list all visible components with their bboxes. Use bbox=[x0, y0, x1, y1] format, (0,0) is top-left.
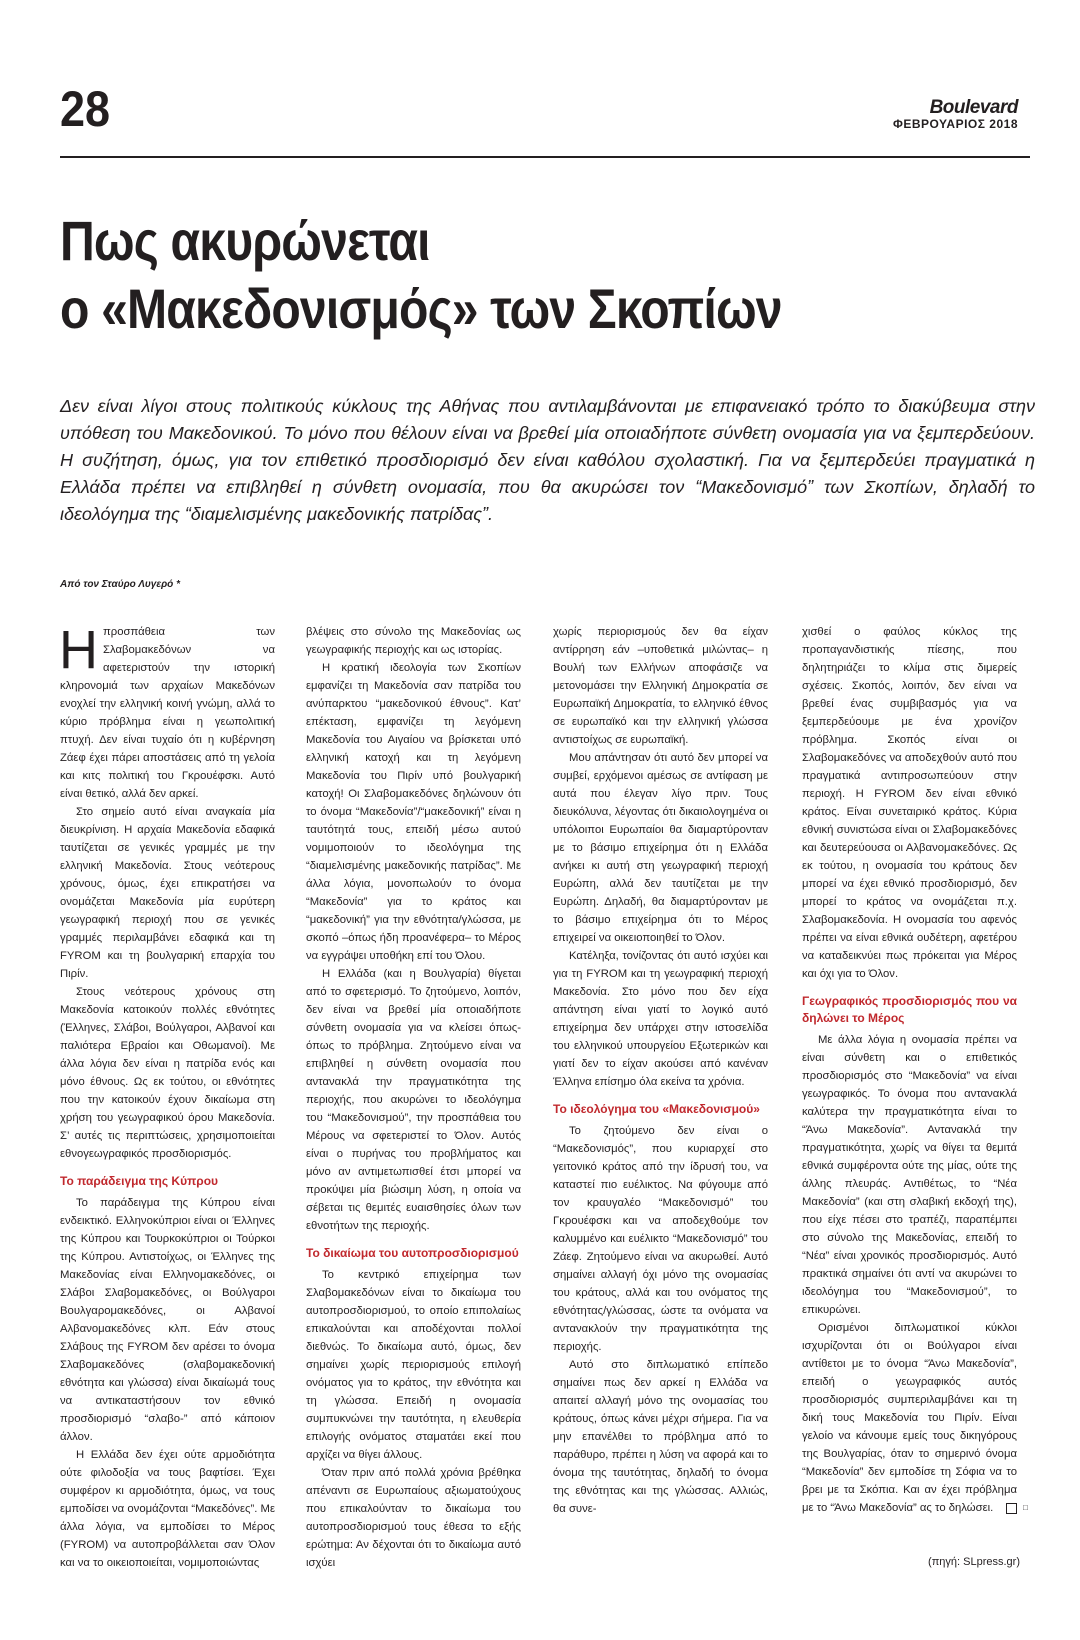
column-1 bbox=[59, 620, 275, 1572]
paragraph: Η Ελλάδα (και η Βουλγαρία) θίγεται από το σφετερισμό. Το ζητούμενο, λοιπόν, δεν είναι να βρεθεί μία οποιαδήποτε σύνθετη ονομασία για να κλείσει όπως-όπως το πρόβλημα. Ζητούμενο είναι να επιβληθεί η σύνθετη ονομασία που αντανακλά την πραγματικότητα της περιοχής, που ακυρώνει το ιδεολόγημα του “Μακεδονισμού”, την προσπάθεια του Μέρους να σφετεριστεί το Όλον. Αυτός είναι ο πυρήνας του προβλήματος και μόνο αν αντιμετωπισθεί έτσι μπορεί να προκύψει μία βιώσιμη λύση, η οποία να σέβεται τις θεμιτές ευαισθησίες όλων των εθνοτήτων της περιοχής. bbox=[306, 968, 521, 1232]
subheading: Γεωγραφικός προσδιορισμός που να δηλώνει το Μέρος bbox=[802, 994, 1017, 1025]
paragraph: Με άλλα λόγια η ονομασία πρέπει να είναι σύνθετη και ο επιθετικός προσδιορισμός στο “Μακεδονία” να είναι γεωγραφικός. Το όνομα που αντανακλά καλύτερα την πραγματικότητα είναι το “Άνω Μακεδονία”. Αντανακλά την πραγματικότητα, χωρίς να θίγει τα θεμιτά εθνικά συμφέροντα ούτε της μίας, ούτε της άλλης πλευράς. Αντιθέτως, το “Νέα Μακεδονία” (και στη σλαβική εκδοχή της), που είχε πέσει στο τραπέζι, παραπέμπει στο σύνολο της Μακεδονίας, επειδή το “Νέα” είναι χρονικός προσδιορισμός. Αυτό πρακτικά σημαίνει ότι αντί να ακυρώνει το ιδεολόγημα του “Μακεδονισμού”, το επικυρώνει. bbox=[802, 1034, 1017, 1316]
column-3 bbox=[553, 623, 768, 1518]
drop-cap: Η bbox=[59, 620, 98, 680]
title-line-2: ο «Μακεδονισμός» των Σκοπίων bbox=[60, 277, 782, 340]
paragraph bbox=[802, 1319, 1028, 1517]
paragraph: Όταν πριν από πολλά χρόνια βρέθηκα απέναντι σε Ευρωπαίους αξιωματούχους που επικαλούνταν το δικαίωμα του αυτοπροσδιορισμού τους έθεσα το εξής ερώτημα: Αν δέχονται ότι το δικαίωμα αυτό ισχύει bbox=[306, 1467, 521, 1569]
paragraph: Στους νεότερους χρόνους στη Μακεδονία κατοικούν πολλές εθνότητες (Έλληνες, Σλάβοι, Βούλγαροι, Αλβανοί και παλιότερα Εβραίοι και Οθωμανοί). Με άλλα λόγια δεν είναι η πατρίδα ενός και μόνο έθνους. Ως εκ τούτου, οι εθνότητες που την κατοικούν έχουν δικαίωμα στη χρήση του γεωγραφικού όρου Μακεδονία. Σ’ αυτές τις περιπτώσεις, χρησιμοποιείται εθνογεωγραφικός προσδιορισμός. bbox=[60, 986, 275, 1160]
column-2 bbox=[306, 623, 521, 1572]
paragraph: βλέψεις στο σύνολο της Μακεδονίας ως γεωγραφικής περιοχής και ως ιστορίας. bbox=[306, 626, 521, 656]
article-title bbox=[60, 207, 782, 343]
issue-date: ΦΕΒΡΟΥΑΡΙΟΣ 2018 bbox=[892, 117, 1018, 131]
paragraph: Κατέληξα, τονίζοντας ότι αυτό ισχύει και για τη FYROM και τη γεωγραφική περιοχή Μακεδονία. Στο μόνο που δεν είχα απάντηση είναι γιατί το λογικό αυτό επιχείρημα δεν υπάρχει στην ιστοσελίδα του ελληνικού υπουργείου Εξωτερικών και γιατί δεν το είχαν ακούσει από κανέναν Έλληνα επίσημο όλα εκείνα τα χρόνια. bbox=[553, 950, 768, 1088]
subheading: Το παράδειγμα της Κύπρου bbox=[60, 1174, 219, 1188]
paragraph-text: Ορισμένοι διπλωματικοί κύκλοι ισχυρίζονται ότι οι Βούλγαροι είναι αντίθετοι με το όνομα “Άνω Μακεδονία”, επειδή ο γεωγραφικός αυτός προσδιορισμός συμπεριλαμβάνει και τη δική τους Μακεδονία του Πιρίν. Είναι γελοίο να κάνουμε εμείς τους δικηγόρους της Βουλγαρίας, όταν το σημερινό όνομα “Μακεδονία” δεν εμποδίσε τη Σόφια να το βρει με τα Σκόπια. Και αν έχει πρόβλημα με το “Άνω Μακεδονία” ας το δηλώσει. bbox=[802, 1322, 1017, 1514]
paragraph: Μου απάντησαν ότι αυτό δεν μπορεί να συμβεί, ερχόμενοι αμέσως σε αντίφαση με αυτά που έλεγαν λίγο πριν. Τους διευκόλυνα, λέγοντας ότι δικαιολογημένα οι υπόλοιποι Ευρωπαίοι θα διαμαρτύρονταν με το βάσιμο επιχείρημα ότι η Ελλάδα ανήκει κι αυτή στη γεωγραφική περιοχή Ευρώπη, αλλά δεν ταυτίζεται με την Ευρώπη. Δηλαδή, θα διαμαρτύρονταν με το βάσιμο επιχείρημα ότι το Μέρος επιχειρεί να οικειοποιηθεί το Όλον. bbox=[553, 752, 768, 944]
paragraph: Αυτό στο διπλωματικό επίπεδο σημαίνει πως δεν αρκεί η Ελλάδα να απαιτεί αλλαγή μόνο της ονομασίας του κράτους, όπως κάνει μέχρι σήμερα. Για να μην επανέλθει το πρόβλημα από το παράθυρο, πρέπει η λύση να αφορά και το όνομα της ταυτότητας, δηλαδή το όνομα της εθνότητας και της γλώσσας. Αλλιώς, θα συνε- bbox=[553, 1359, 768, 1515]
paragraph: Στο σημείο αυτό είναι αναγκαία μία διευκρίνιση. Η αρχαία Μακεδονία εδαφικά ταυτίζεται σε γενικές γραμμές με την ελληνική Μακεδονία. Στους νεότερους χρόνους, όμως, έχει επικρατήσει να ονομάζεται Μακεδονία μία ευρύτερη γεωγραφική περιοχή που σε γενικές γραμμές περιλαμβάνει εδαφικά και τη FYROM και τη βουλγαρική επαρχία του Πιρίν. bbox=[60, 806, 275, 980]
masthead bbox=[893, 99, 1018, 132]
header-divider bbox=[60, 156, 1030, 158]
title-line-1: Πως ακυρώνεται bbox=[60, 209, 430, 272]
subheading: Το ιδεολόγημα του «Μακεδονισμού» bbox=[553, 1102, 760, 1116]
page-number: 28 bbox=[60, 81, 111, 137]
paragraph: Η Ελλάδα δεν έχει ούτε αρμοδιότητα ούτε φιλοδοξία να τους βαφτίσει. Έχει συμφέρον κι αρμοδιότητα, όμως, να τους εμποδίσει να ονομάζονται “Μακεδόνες”. Με άλλα λόγια, να εμποδίσει το Μέρος (FYROM) να αυτοπροβάλλεται σαν Όλον και να το οικειοποιείται, νομιμοποιώντας bbox=[60, 1449, 275, 1569]
column-4 bbox=[802, 623, 1028, 1517]
paragraph: Το παράδειγμα της Κύπρου είναι ενδεικτικό. Ελληνοκύπριοι είναι οι Έλληνες της Κύπρου και Τουρκοκύπριοι οι Τούρκοι της Κύπρου. Αντιστοίχως, οι Έλληνες της Μακεδονίας είναι Ελληνομακεδόνες, οι Σλάβοι Σλαβομακεδόνες, οι Βούλγαροι Βουλγαρομακεδόνες, οι Αλβανοί Αλβανομακεδόνες κλπ. Εάν στους Σλάβους της FYROM δεν αρέσει το όνομα Σλαβομακεδόνες (σλαβομακεδονική εθνότητα και γλώσσα) είναι δικαίωμά τους να αντικαταστήσουν τον εθνικό προσδιορισμό “σλαβο-” από κάποιον άλλον. bbox=[60, 1197, 275, 1443]
end-of-article-icon: □ bbox=[1006, 1503, 1017, 1514]
subheading: Το δικαίωμα του αυτοπροσδιορισμού bbox=[306, 1246, 519, 1260]
paragraph: Το κεντρικό επιχείρημα των Σλαβομακεδόνων είναι το δικαίωμα του αυτοπροσδιορισμού, το οποίο επιπολαίως επικαλούνται και αποδέχονται πολλοί διεθνώς. Το δικαίωμα αυτό, όμως, δεν σημαίνει χωρίς περιορισμούς επιλογή ονόματος για το κράτος, την εθνότητα και τη γλώσσα. Επειδή η ονομασία συμπυκνώνει την ταυτότητα, η ελευθερία επιλογής ονόματος σταματάει εκεί που αρχίζει να θίγει άλλους. bbox=[306, 1269, 521, 1461]
publication-name: Boulevard bbox=[929, 97, 1018, 118]
article-lead: Δεν είναι λίγοι στους πολιτικούς κύκλους της Αθήνας που αντιλαμβάνονται με επιφανειακό τρόπο το διακύβευμα στην υπόθεση του Μακεδονικού. Το μόνο που θέλουν είναι να βρεθεί μία οποιαδήποτε σύνθετη ονομασία για να ξεμπερδεύουν. Η συζήτηση, όμως, για τον επιθετικό προσδιορισμό δεν είναι καθόλου σχολαστική. Για να ξεμπερδεύει πραγματικά η Ελλάδα πρέπει να επιβληθεί η σύνθετη ονομασία, που θα ακυρώσει τον “Μακεδονισμό” των Σκοπίων, δηλαδή το ιδεολόγημα της “διαμελισμένης μακεδονικής πατρίδας”. bbox=[60, 396, 1035, 524]
paragraph: Το ζητούμενο δεν είναι ο “Μακεδονισμός”, που κυριαρχεί στο γειτονικό κράτος από την ίδρυσή του, να καταστεί πιο ευέλικτος. Να φύγουμε από τον κραυγαλέο “Μακεδονισμό” του Γκρουέφσκι και να αποδεχθούμε τον καλυμμένο και ευέλικτο “Μακεδονισμό” του Ζάεφ. Ζητούμενο είναι να ακυρωθεί. Αυτό σημαίνει αλλαγή όχι μόνο της ονομασίας του κράτους, αλλά και του ονόματος της εθνότητας/γλώσσας, ώστε τα ονόματα να αντανακλούν την πραγματικότητα της περιοχής. bbox=[553, 1125, 768, 1353]
paragraph bbox=[59, 620, 275, 803]
source-credit: (πηγή: SLpress.gr) bbox=[928, 1556, 1020, 1568]
paragraph: χωρίς περιορισμούς δεν θα είχαν αντίρρηση εάν –υποθετικά μιλώντας– η Βουλή των Ελλήνων αποφάσιζε να μετονομάσει την Ελληνική Δημοκρατία σε Ευρωπαϊκή Δημοκρατία, το ελληνικό έθνος σε ευρωπαϊκό και την ελληνική γλώσσα αντιστοίχως σε ευρωπαϊκή. bbox=[553, 626, 768, 746]
paragraph: Η κρατική ιδεολογία των Σκοπίων εμφανίζει τη Μακεδονία σαν πατρίδα του ανύπαρκτου “μακεδονικού έθνους”. Κατ’ επέκταση, εμφανίζει τη λεγόμενη Μακεδονία του Αιγαίου να βρίσκεται υπό ελληνική κατοχή και τη λεγόμενη Μακεδονία του Πιρίν υπό βουλγαρική κατοχή! Οι Σλαβομακεδόνες δηλώνουν ότι το όνομα “Μακεδονία”/“μακεδονική” είναι η ταυτότητά τους, επειδή μέσω αυτού νομιμοποιούν το ιδεολόγημα της “διαμελισμένης μακεδονικής πατρίδας”. Με άλλα λόγια, μονοπωλούν το όνομα “Μακεδονία” για το κράτος και “μακεδονική” για την εθνότητα/γλώσσα, με σκοπό –όπως ήδη προανέφερα– το Μέρος να εγγράψει υποθήκη επί του Όλου. bbox=[306, 662, 521, 962]
byline: Από τον Σταύρο Λυγερό * bbox=[60, 579, 180, 590]
paragraph: χισθεί ο φαύλος κύκλος της προπαγανδιστικής πίεσης, που δηλητηριάζει το κλίμα στις διμερείς σχέσεις. Σκοπός, λοιπόν, δεν είναι να βρεθεί ένας συμβιβασμός για να ξεμπερδεύουμε με ένα χρονίζον πρόβλημα. Σκοπός είναι οι Σλαβομακεδόνες να αποδεχθούν αυτό που πραγματικά αντιπροσωπεύουν στην περιοχή. Η FYROM δεν είναι εθνικό κράτος. Είναι συνεταιρικό κράτος. Κύρια εθνική συνιστώσα είναι οι Σλαβομακεδόνες και δευτερεύουσα οι Αλβανομακεδόνες. Ως εκ τούτου, η ονομασία του κράτους δεν μπορεί να έχει εθνικό προσδιορισμό, δεν μπορεί το κράτος να ονομάζεται π.χ. Σλαβομακεδονία. Η ονομασία του αφενός πρέπει να είναι εθνικά ουδέτερη, αφετέρου να καταδεικνύει πως πρόκειται για Μέρος και όχι για το Όλον. bbox=[802, 626, 1017, 980]
paragraph-text: προσπάθεια των Σλαβομακεδόνων να αφετεριστούν την ιστορική κληρονομιά των αρχαίων Μακεδόνων ενοχλεί την ελληνική κοινή γνώμη, αλλά το κύριο πρόβλημα είναι η γεωπολιτική πτυχή. Δεν είναι τυχαίο ότι η κυβέρνηση Ζάεφ έχει πάρει αποστάσεις από τη γελοία και κιτς πολιτική του Γκρουέφσκι. Αυτό είναι θετικό, αλλά δεν αρκεί. bbox=[60, 626, 275, 800]
